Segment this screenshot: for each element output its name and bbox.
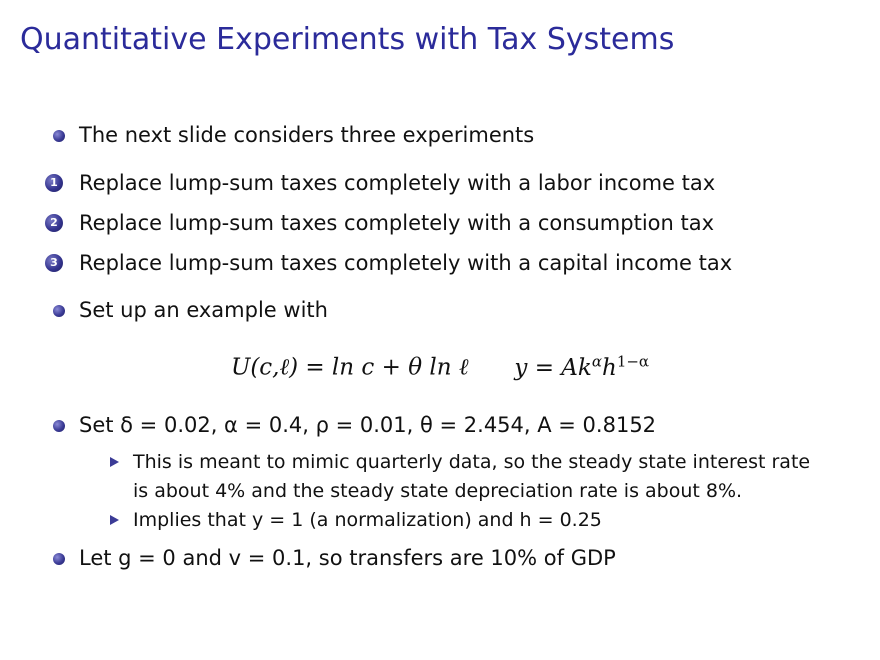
- enumeration-badge-icon: 2: [45, 214, 63, 232]
- enumeration-badge-icon: 3: [45, 254, 63, 272]
- enumeration-badge-icon: 1: [45, 174, 63, 192]
- production-exponent-one-minus-alpha: 1−α: [616, 352, 650, 370]
- bullet-icon: [53, 420, 65, 432]
- production-h: h: [601, 354, 617, 381]
- utility-equation: U(c,ℓ) = ln c + θ ln ℓ: [230, 354, 469, 381]
- bullet-example-text: Set up an example with: [79, 298, 328, 322]
- sub-bullet-quarterly-line1: This is meant to mimic quarterly data, so the steady state interest rate: [133, 451, 811, 473]
- sub-bullet-normalization-text: Implies that y = 1 (a normalization) and h = 0.25: [133, 509, 602, 531]
- experiment-text: Replace lump-sum taxes completely with a consumption tax: [79, 211, 715, 235]
- bullet-icon: [53, 553, 65, 565]
- model-equation: [0, 352, 880, 381]
- triangle-bullet-icon: [110, 457, 119, 467]
- production-lhs: y = Ak: [514, 354, 592, 381]
- experiment-text: Replace lump-sum taxes completely with a labor income tax: [79, 171, 716, 195]
- experiment-text: Replace lump-sum taxes completely with a capital income tax: [79, 251, 733, 275]
- production-exponent-alpha: α: [591, 352, 602, 370]
- parameters-text: Set δ = 0.02, α = 0.4, ρ = 0.01, θ = 2.454, A = 0.8152: [79, 413, 657, 437]
- transfers-text: Let g = 0 and v = 0.1, so transfers are 10% of GDP: [79, 546, 616, 570]
- triangle-bullet-icon: [110, 515, 119, 525]
- bullet-icon: [53, 305, 65, 317]
- sub-bullet-quarterly-line2: is about 4% and the steady state depreciation rate is about 8%.: [133, 480, 743, 502]
- bullet-icon: [53, 130, 65, 142]
- production-equation: [514, 352, 650, 381]
- bullet-intro-text: The next slide considers three experiments: [79, 123, 535, 147]
- slide-title: Quantitative Experiments with Tax Systems: [20, 22, 675, 57]
